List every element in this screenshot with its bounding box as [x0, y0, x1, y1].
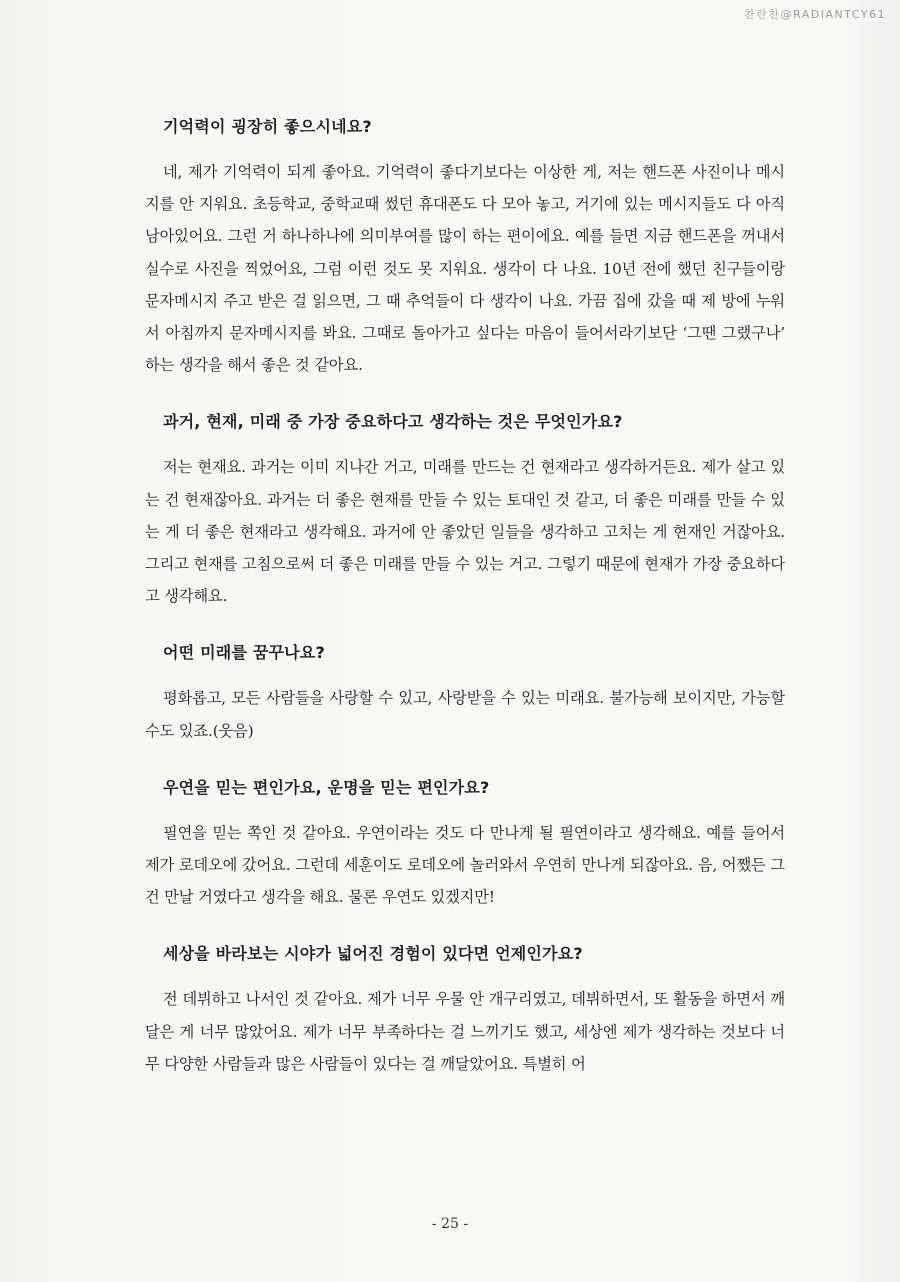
answer: 저는 현재요. 과거는 이미 지나간 거고, 미래를 만드는 건 현재라고 생각하거든요. 제가 살고 있는 건 현재잖아요. 과거는 더 좋은 현재를 만들 수 있는 토대인 것 같고, 더 좋은 미래를 만들 수 있는 게 더 좋은 현재라고 생각해요. 과거에 안 좋았던 일들을 생각하고 고치는 게 현재인 거잖아요. 그리고 현재를 고침으로써 더 좋은 미래를 만들 수 있는 거고. 그렇기 때문에 현재가 가장 중요하다고 생각해요. — [145, 458, 785, 606]
question: 세상을 바라보는 시야가 넓어진 경험이 있다면 언제인가요? — [163, 944, 583, 964]
page-number: - 25 - — [431, 1216, 469, 1232]
answer: 네, 제가 기억력이 되게 좋아요. 기억력이 좋다기보다는 이상한 게, 저는 핸드폰 사진이나 메시지를 안 지워요. 초등학교, 중학교때 썼던 휴대폰도 다 모아 놓고, 거기에 있는 메시지들도 다 아직 남아있어요. 그런 거 하나하나에 의미부여를 많이 하는 편이에요. 예를 들면 지금 핸드폰을 꺼내서 실수로 사진을 찍었어요, 그럼 이런 것도 못 지워요. 생각이 다 나요. 10년 전에 했던 친구들이랑 문자메시지 주고 받은 걸 읽으면, 그 때 추억들이 다 생각이 나요. 가끔 집에 갔을 때 제 방에 누워서 아침까지 문자메시지를 봐요. 그때로 돌아가고 싶다는 마음이 들어서라기보단 ‘그땐 그랬구나’ 하는 생각을 해서 좋은 것 같아요. — [145, 163, 785, 375]
qa-block-1 — [145, 112, 785, 381]
watermark: 찬란찬@RADIANTCY61 — [744, 8, 886, 21]
answer: 필연을 믿는 쪽인 것 같아요. 우연이라는 것도 다 만나게 될 필연이라고 생각해요. 예를 들어서 제가 로데오에 갔어요. 그런데 세훈이도 로데오에 놀러와서 우연히 만나게 되잖아요. 음, 어쨌든 그건 만날 거였다고 생각을 해요. 물론 우연도 있겠지만! — [145, 823, 785, 907]
answer: 전 데뷔하고 나서인 것 같아요. 제가 너무 우물 안 개구리였고, 데뷔하면서, 또 활동을 하면서 깨달은 게 너무 많았어요. 제가 너무 부족하다는 걸 느끼기도 했고, 세상엔 제가 생각하는 것보다 너무 다양한 사람들과 많은 사람들이 있다는 걸 깨달았어요. 특별히 어 — [145, 990, 785, 1073]
question: 우연을 믿는 편인가요, 운명을 믿는 편인가요? — [163, 777, 490, 797]
question: 어떤 미래를 꿈꾸나요? — [163, 643, 325, 663]
qa-block-5 — [145, 939, 785, 1080]
question: 과거, 현재, 미래 중 가장 중요하다고 생각하는 것은 무엇인가요? — [163, 412, 623, 432]
question: 기억력이 굉장히 좋으시네요? — [163, 117, 372, 136]
interview-body — [145, 112, 785, 1106]
qa-block-4 — [145, 773, 785, 914]
qa-block-3 — [145, 638, 785, 746]
answer: 평화롭고, 모든 사람들을 사랑할 수 있고, 사랑받을 수 있는 미래요. 불가능해 보이지만, 가능할 수도 있죠.(웃음) — [145, 689, 785, 740]
qa-block-2 — [145, 407, 785, 612]
